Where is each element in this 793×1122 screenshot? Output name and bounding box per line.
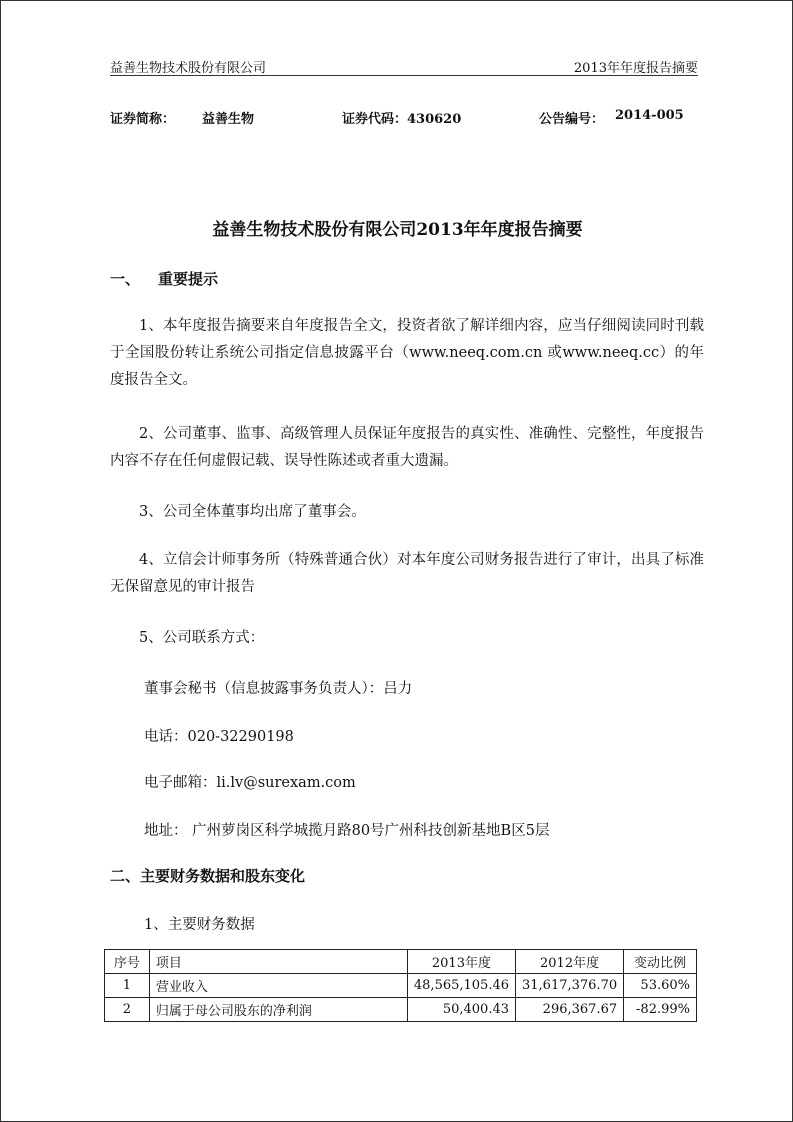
table-header-row xyxy=(105,950,697,974)
paragraph-3: 3、公司全体董事均出席了董事会。 xyxy=(139,504,366,520)
row-change: -82.99% xyxy=(624,998,697,1022)
section-1-number: 一、 xyxy=(110,270,141,288)
section-1-heading xyxy=(110,268,218,289)
header-cell: 序号 xyxy=(105,950,150,974)
phone-line: 电话：020-32290198 xyxy=(144,729,294,745)
row-value-2012: 31,617,376.70 xyxy=(516,974,624,998)
row-index: 2 xyxy=(105,998,150,1022)
row-value-2013: 50,400.43 xyxy=(407,998,515,1022)
header-cell: 2012年度 xyxy=(516,950,624,974)
address-line: 地址： 广州萝岗区科学城揽月路80号广州科技创新基地B区5层 xyxy=(144,823,550,839)
subsection-financial-data: 1、主要财务数据 xyxy=(144,917,255,933)
header-cell: 2013年度 xyxy=(407,950,515,974)
row-value-2012: 296,367.67 xyxy=(516,998,624,1022)
document-title: 益善生物技术股份有限公司2013年年度报告摘要 xyxy=(212,220,583,240)
notice-no-value: 2014-005 xyxy=(615,108,684,123)
table-row xyxy=(105,974,697,998)
table-row xyxy=(105,998,697,1022)
row-change: 53.60% xyxy=(624,974,697,998)
paragraph-1: 1、本年度报告摘要来自年度报告全文，投资者欲了解详细内容，应当仔细阅读同时刊载于全国股份转让系统公司指定信息披露平台（www.neeq.com.cn 或www.neeq.cc）的年度报告全文。 xyxy=(110,318,704,388)
financial-data-table xyxy=(104,949,697,1022)
header-report-name: 2013年年度报告摘要 xyxy=(573,61,698,76)
section-2-heading: 二、主要财务数据和股东变化 xyxy=(110,867,306,885)
header-company: 益善生物技术股份有限公司 xyxy=(110,61,267,76)
securities-code: 证券代码：430620 xyxy=(342,112,462,127)
email-line: 电子邮箱：li.lv@surexam.com xyxy=(144,775,356,791)
header-cell: 项目 xyxy=(149,950,407,974)
running-header xyxy=(110,55,698,76)
notice-no-label: 公告编号： xyxy=(539,112,605,127)
row-index: 1 xyxy=(105,974,150,998)
row-item: 营业收入 xyxy=(149,974,407,998)
section-1-title: 重要提示 xyxy=(158,270,219,288)
paragraph-4: 4、立信会计师事务所（特殊普通合伙）对本年度公司财务报告进行了审计，出具了标准无保留意见的审计报告 xyxy=(110,552,704,595)
secretary-line: 董事会秘书（信息披露事务负责人）：吕力 xyxy=(144,681,413,697)
paragraph-5: 5、公司联系方式： xyxy=(139,630,265,646)
paragraph-2: 2、公司董事、监事、高级管理人员保证年度报告的真实性、准确性、完整性，年度报告内容不存在任何虚假记载、误导性陈述或者重大遗漏。 xyxy=(110,426,704,469)
short-name-label: 证券简称： xyxy=(110,112,176,127)
header-cell: 变动比例 xyxy=(624,950,697,974)
securities-info-row xyxy=(110,108,710,128)
row-value-2013: 48,565,105.46 xyxy=(407,974,515,998)
short-name-value: 益善生物 xyxy=(202,112,255,127)
row-item: 归属于母公司股东的净利润 xyxy=(149,998,407,1022)
